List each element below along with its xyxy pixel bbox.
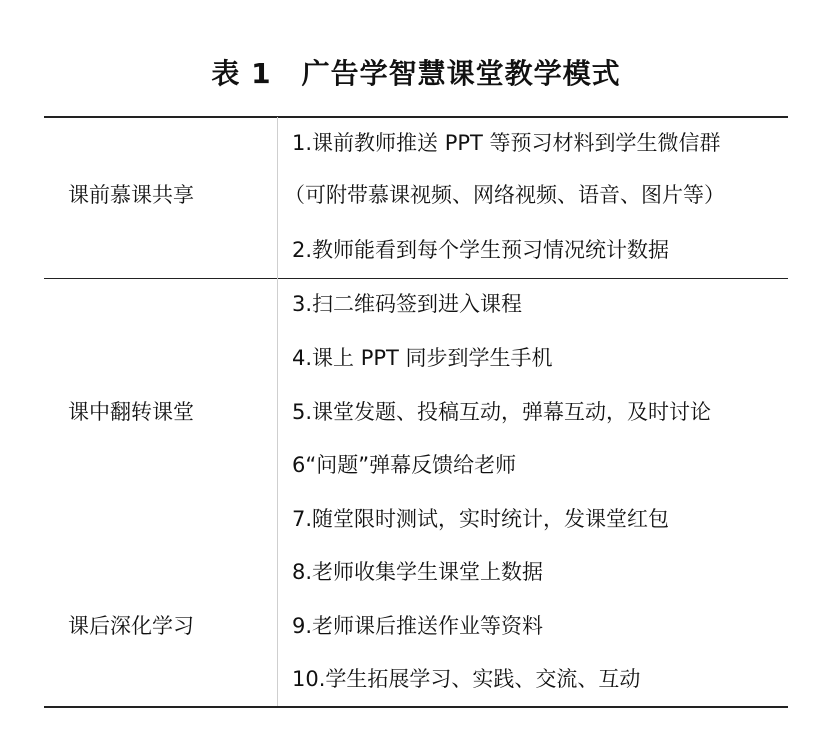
table-bottom-rule [44, 706, 788, 708]
list-item: 9.老师课后推送作业等资料 [292, 614, 544, 638]
list-item: 4.课上 PPT 同步到学生手机 [292, 346, 553, 370]
list-item: 2.教师能看到每个学生预习情况统计数据 [292, 238, 670, 262]
list-item: 5.课堂发题、投稿互动，弹幕互动，及时讨论 [292, 400, 712, 424]
table-top-rule [44, 116, 788, 118]
category-in-class: 课中翻转课堂 [68, 400, 194, 424]
table-number: 表 1 [211, 57, 272, 90]
list-item: 1.课前教师推送 PPT 等预习材料到学生微信群 [292, 131, 721, 155]
list-item: 8.老师收集学生课堂上数据 [292, 560, 544, 584]
list-item: 10.学生拓展学习、实践、交流、互动 [292, 667, 641, 691]
category-post-class: 课后深化学习 [68, 614, 194, 638]
column-divider [277, 117, 278, 706]
section-divider-1 [44, 278, 788, 279]
list-item: 7.随堂限时测试，实时统计，发课堂红包 [292, 507, 670, 531]
list-item: 3.扫二维码签到进入课程 [292, 292, 523, 316]
list-item: 6“问题”弹幕反馈给老师 [292, 453, 517, 477]
table-caption [0, 52, 832, 92]
table-title: 广告学智慧课堂教学模式 [301, 57, 621, 90]
category-pre-class: 课前慕课共享 [68, 183, 194, 207]
list-item: （可附带慕课视频、网络视频、语音、图片等） [284, 183, 725, 207]
